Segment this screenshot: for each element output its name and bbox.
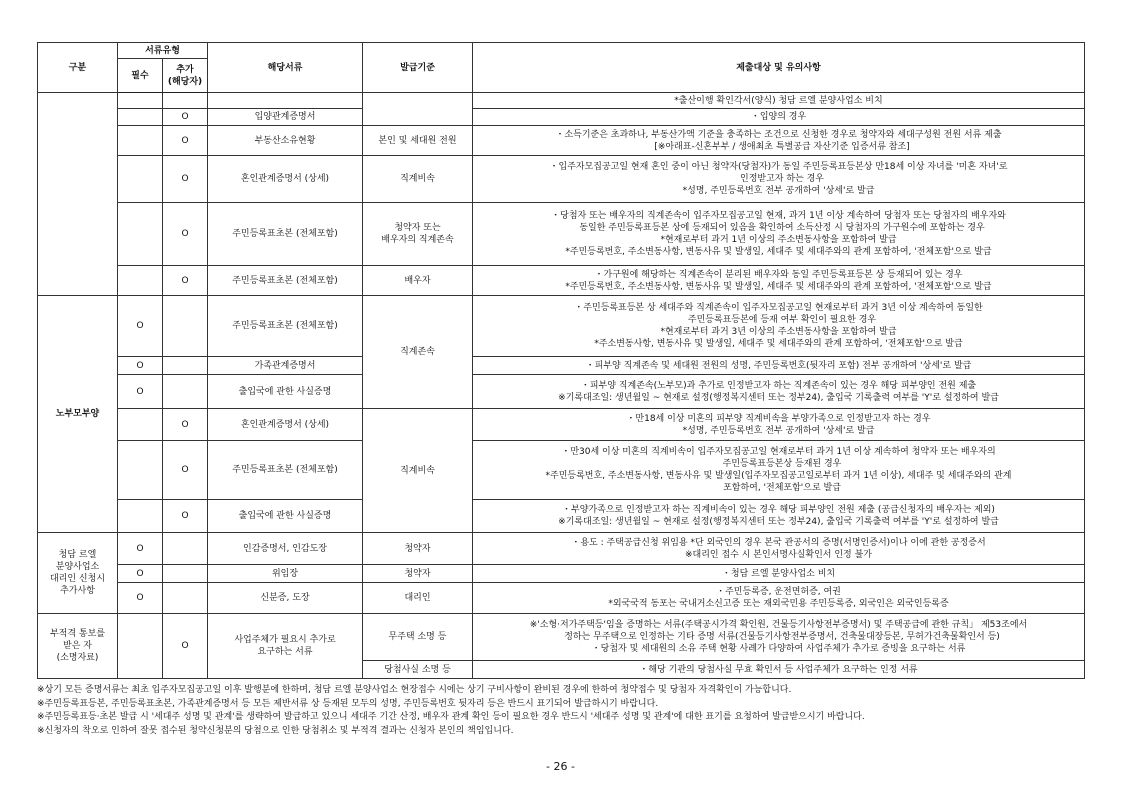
document-name xyxy=(208,93,363,109)
notes-cell xyxy=(473,109,1085,126)
header-doc-type: 서류유형 xyxy=(118,43,208,59)
notes-cell xyxy=(473,296,1085,357)
additional-mark: O xyxy=(163,500,208,533)
note-line: *출산이행 확인각서(양식) 청담 르엘 분양사업소 비치 xyxy=(674,95,883,106)
note-line: *현재로부터 과거 1년 이상의 주소변동사항을 포함하여 발급 xyxy=(660,235,897,245)
document-name: 주민등록표초본 (전체포함) xyxy=(208,203,363,266)
required-mark xyxy=(118,266,163,296)
notes-cell xyxy=(473,375,1085,409)
header-issue-basis: 발급기준 xyxy=(363,43,473,93)
footnote: ※주민등록표등·초본 발급 시 '세대주 성명 및 관계'를 생략하여 발급하고 있으니 세대주 기간 산정, 배우자 관계 확인 등이 필요한 경우 반드시 '세대주 성명 및 관계'에 대한 표기를 요청하여 발급받으시기 바랍니다. xyxy=(37,712,865,722)
notes-cell xyxy=(473,583,1085,614)
note-line: ・청담 르엘 분양사업소 비치 xyxy=(721,568,836,579)
required-mark: O xyxy=(118,375,163,409)
group-category-cell xyxy=(38,614,118,679)
note-line: 주민등록표등본상 등재된 경우 xyxy=(722,459,842,469)
table-row xyxy=(38,357,1085,375)
table-row xyxy=(38,441,1085,500)
notes-cell xyxy=(473,203,1085,266)
notes-cell xyxy=(473,661,1085,679)
note-line: *주민등록번호, 주소변동사항, 변동사유 및 발생일(입주자모집공고일로부터 과거 1년 이상), 세대주 및 세대주와의 관계 xyxy=(545,471,1012,481)
header-additional xyxy=(163,59,208,93)
note-line: 인정받고자 하는 경우 xyxy=(740,174,824,184)
document-name: 출입국에 관한 사실증명 xyxy=(208,500,363,533)
required-mark xyxy=(118,409,163,441)
required-mark: O xyxy=(118,357,163,375)
issue-basis: 당첨사실 소명 등 xyxy=(363,661,473,679)
document-name: 입양관계증명서 xyxy=(208,109,363,126)
table-row xyxy=(38,109,1085,126)
group-category-cell: 노부모부양 xyxy=(38,296,118,533)
required-mark xyxy=(118,156,163,203)
note-line: ・만30세 이상 미혼의 직계비속이 입주자모집공고일 현재로부터 과거 1년 이상 계속하여 청약자 또는 배우자의 xyxy=(561,447,996,457)
issue-basis xyxy=(363,93,473,126)
category-line: 받은 자 xyxy=(63,641,92,651)
additional-mark xyxy=(163,357,208,375)
note-line: *성명, 주민등록번호 전부 공개하여 '상세'로 발급 xyxy=(682,425,875,436)
note-line: ・소득기준은 초과하나, 부동산가액 기준을 충족하는 조건으로 신청한 경우로 청약자와 세대구성원 전원 서류 제출 xyxy=(555,129,1002,140)
document-name-line: 요구하는 서류 xyxy=(257,647,313,657)
notes-cell xyxy=(473,156,1085,203)
table-row xyxy=(38,583,1085,614)
note-line: ※'소형·저가주택등'임을 증명하는 서류(주택공시가격 확인원, 건물등기사항전부증명서) 및 주택공급에 관한 규칙」 제53조에서 xyxy=(529,620,1028,630)
notes-cell xyxy=(473,565,1085,583)
additional-mark: O xyxy=(163,109,208,126)
notes-cell xyxy=(473,357,1085,375)
note-line: ・당첨자 및 세대원의 소유 주택 현황 사례가 다양하여 사업주체가 추가로 증빙을 요구하는 서류 xyxy=(591,644,966,654)
issue-basis: 직계비속 xyxy=(363,156,473,203)
document-name: 가족관계증명서 xyxy=(208,357,363,375)
category-line: 대리인 신청시 xyxy=(49,574,106,584)
required-mark xyxy=(118,500,163,533)
note-line: *성명, 주민등록번호 전부 공개하여 '상세'로 발급 xyxy=(682,186,875,196)
required-mark xyxy=(118,109,163,126)
document-name: 주민등록표초본 (전체포함) xyxy=(208,266,363,296)
required-mark xyxy=(118,203,163,266)
table-row xyxy=(38,409,1085,441)
note-line: ・당첨자 또는 배우자의 직계존속이 입주자모집공고일 현재, 과거 1년 이상 계속하여 당첨자 또는 당첨자의 배우자와 xyxy=(551,211,1006,221)
note-line: ・만18세 이상 미혼의 피부양 직계비속을 부양가족으로 인정받고자 하는 경우 xyxy=(626,413,931,424)
required-mark: O xyxy=(118,296,163,357)
note-line: ・주민등록증, 운전면허증, 여권 xyxy=(716,587,841,597)
note-line: ・입양의 경우 xyxy=(750,112,807,122)
header-category: 구분 xyxy=(38,43,118,93)
notes-cell xyxy=(473,614,1085,661)
note-line: ・입주자모집공고일 현재 혼인 중이 아닌 청약자(당첨자)가 동일 주민등록표등본상 만18세 이상 자녀를 '미혼 자녀'로 xyxy=(549,162,1008,172)
notes-cell xyxy=(473,266,1085,296)
notes-cell xyxy=(473,441,1085,500)
issue-basis: 청약자 xyxy=(363,533,473,565)
category-line: 추가사항 xyxy=(60,586,95,596)
document-name: 출입국에 관한 사실증명 xyxy=(208,375,363,409)
document-name: 위임장 xyxy=(208,565,363,583)
additional-mark xyxy=(163,533,208,565)
footnote: ※신청자의 착오로 인하여 잘못 접수된 청약신청분의 당첨으로 인한 당첨취소 및 부적격 결과는 신청자 본인의 책임입니다. xyxy=(37,725,514,736)
document-name: 인감증명서, 인감도장 xyxy=(208,533,363,565)
document-name-line: 사업주체가 필요시 추가로 xyxy=(234,635,336,645)
document-name: 부동산소유현황 xyxy=(208,126,363,156)
issue-basis-line: 배우자의 직계존속 xyxy=(381,235,454,245)
note-line: *현재로부터 과거 3년 이상의 주소변동사항을 포함하여 발급 xyxy=(660,327,897,337)
additional-mark xyxy=(163,565,208,583)
required-mark xyxy=(118,441,163,500)
note-line: ・피부양 직계존속(노부모)과 추가로 인정받고자 하는 직계존속이 있는 경우 해당 피부양인 전원 제출 xyxy=(580,380,977,391)
header-required: 필수 xyxy=(118,59,163,93)
document-name: 혼인관계증명서 (상세) xyxy=(208,156,363,203)
table-row xyxy=(38,296,1085,357)
required-mark xyxy=(118,614,163,679)
footnotes xyxy=(37,684,865,738)
footnote: ※상기 모든 증명서류는 최초 입주자모집공고일 이후 발행분에 한하며, 청담 르엘 분양사업소 현장접수 시에는 상기 구비사항이 완비된 경우에 한하여 청약접수 및 당첨자 자격확인이 가능합니다. xyxy=(37,685,792,695)
header-additional-line: (해당자) xyxy=(167,76,203,87)
category-line: 청담 르엘 xyxy=(58,550,97,560)
document-name: 주민등록표초본 (전체포함) xyxy=(208,441,363,500)
notes-cell xyxy=(473,409,1085,441)
header-notes: 제출대상 및 유의사항 xyxy=(473,43,1085,93)
issue-basis: 본인 및 세대원 전원 xyxy=(363,126,473,156)
additional-mark: O xyxy=(163,409,208,441)
required-documents-table xyxy=(37,42,1085,679)
issue-basis: 청약자 xyxy=(363,565,473,583)
additional-mark xyxy=(163,583,208,614)
required-mark: O xyxy=(118,583,163,614)
note-line: ・해당 기관의 당첨사실 무효 확인서 등 사업주체가 요구하는 인정 서류 xyxy=(639,664,918,675)
note-line: *주민등록번호, 주소변동사항, 변동사유 및 발생일, 세대주 및 세대주와의 관계 포함하여, '전체포함'으로 발급 xyxy=(565,281,992,292)
additional-mark: O xyxy=(163,266,208,296)
document-name: 주민등록표초본 (전체포함) xyxy=(208,296,363,357)
note-line: [※아래표-신혼부부 / 생애최초 특별공급 자산기준 입증서류 참조] xyxy=(654,141,910,152)
note-line: 정하는 무주택으로 인정하는 기타 증명 서류(건물등기사항전부증명서, 건축물대장등본, 무허가건축물확인서 등) xyxy=(564,632,1000,642)
required-mark: O xyxy=(118,565,163,583)
group-category-cell xyxy=(38,93,118,296)
issue-basis: 배우자 xyxy=(363,266,473,296)
issue-basis: 대리인 xyxy=(363,583,473,614)
header-document: 해당서류 xyxy=(208,43,363,93)
notes-cell xyxy=(473,93,1085,109)
document-name: 신분증, 도장 xyxy=(208,583,363,614)
document-name xyxy=(208,614,363,679)
note-line: *주민등록번호, 주소변동사항, 변동사유 및 발생일, 세대주 및 세대주와의 관계 포함하여, '전체포함'으로 발급 xyxy=(565,247,992,257)
table-row xyxy=(38,500,1085,533)
table-row xyxy=(38,614,1085,661)
group-category-cell xyxy=(38,533,118,614)
table-row xyxy=(38,565,1085,583)
note-line: 주민등록표등본에 등재 여부 확인이 필요한 경우 xyxy=(687,315,877,325)
note-line: ・가구원에 해당하는 직계존속이 분리된 배우자와 동일 주민등록표등본 상 등재되어 있는 경우 xyxy=(594,269,963,280)
table-row xyxy=(38,375,1085,409)
table-row xyxy=(38,203,1085,266)
table-row xyxy=(38,156,1085,203)
note-line: *주소변동사항, 변동사유 및 발생일, 세대주 및 세대주와의 관계 포함하여, '전체포함'으로 발급 xyxy=(594,339,963,349)
additional-mark: O xyxy=(163,203,208,266)
additional-mark xyxy=(163,296,208,357)
additional-mark: O xyxy=(163,126,208,156)
category-line: 분양사업소 xyxy=(55,562,100,572)
table-row xyxy=(38,266,1085,296)
note-line: ※기록대조일: 생년월일 ~ 현재로 설정(행정복지센터 또는 정부24), 출입국 기록출력 여부를 'Y'로 설정하여 발급 xyxy=(558,392,999,403)
header-additional-line: 추가 xyxy=(176,64,194,75)
note-line: 동일한 주민등록표등본 상에 등재되어 있음을 확인하여 소득산정 시 당첨자의 가구원수에 포함하는 경우 xyxy=(579,223,985,233)
issue-basis: 직계존속 xyxy=(363,296,473,409)
additional-mark: O xyxy=(163,441,208,500)
required-mark xyxy=(118,126,163,156)
note-line: ・피부양 직계존속 및 세대원 전원의 성명, 주민등록번호(뒷자리 포함) 전부 공개하여 '상세'로 발급 xyxy=(585,360,972,371)
note-line: ※기록대조일: 생년월일 ~ 현재로 설정(행정복지센터 또는 정부24), 출입국 기록출력 여부를 'Y'로 설정하여 발급 xyxy=(558,517,999,527)
footnote: ※주민등록표등본, 주민등록표초본, 가족관계증명서 등 모든 제반서류 상 등재된 모두의 성명, 주민등록번호 뒷자리 등은 반드시 표기되어 발급하시기 바랍니다. xyxy=(37,698,659,709)
additional-mark xyxy=(163,93,208,109)
table-row xyxy=(38,126,1085,156)
note-line: ※대리인 접수 시 본인서명사실확인서 인정 불가 xyxy=(684,549,873,560)
page-number: - 26 - xyxy=(546,760,575,773)
notes-cell xyxy=(473,126,1085,156)
note-line: 포함하여, '전체포함'으로 발급 xyxy=(723,483,841,493)
issue-basis-line: 청약자 또는 xyxy=(394,223,441,233)
additional-mark: O xyxy=(163,156,208,203)
note-line: ・부양가족으로 인정받고자 하는 직계비속이 있는 경우 해당 피부양인 전원 제출 (공급신청자의 배우자는 제외) xyxy=(562,505,995,515)
note-line: *외국국적 동포는 국내거소신고증 또는 재외국민용 주민등록증, 외국인은 외국인등록증 xyxy=(608,599,949,609)
table-row xyxy=(38,533,1085,565)
notes-cell xyxy=(473,500,1085,533)
issue-basis: 직계비속 xyxy=(363,409,473,533)
additional-mark xyxy=(163,375,208,409)
notes-cell xyxy=(473,533,1085,565)
category-line: (소명자료) xyxy=(56,653,99,663)
note-line: ・주민등록표등본 상 세대주와 직계존속이 입주자모집공고일 현재로부터 과거 3년 이상 계속하여 동일한 xyxy=(574,303,983,313)
additional-mark: O xyxy=(163,614,208,679)
document-name: 혼인관계증명서 (상세) xyxy=(208,409,363,441)
required-mark xyxy=(118,93,163,109)
required-mark: O xyxy=(118,533,163,565)
category-line: 부적격 통보를 xyxy=(49,629,106,639)
issue-basis xyxy=(363,203,473,266)
table-row xyxy=(38,93,1085,109)
note-line: ・용도 : 주택공급신청 위임용 *단 외국인의 경우 본국 관공서의 증명(서명인증서)이나 이에 관한 공정증서 xyxy=(571,537,986,548)
issue-basis: 무주택 소명 등 xyxy=(363,614,473,661)
